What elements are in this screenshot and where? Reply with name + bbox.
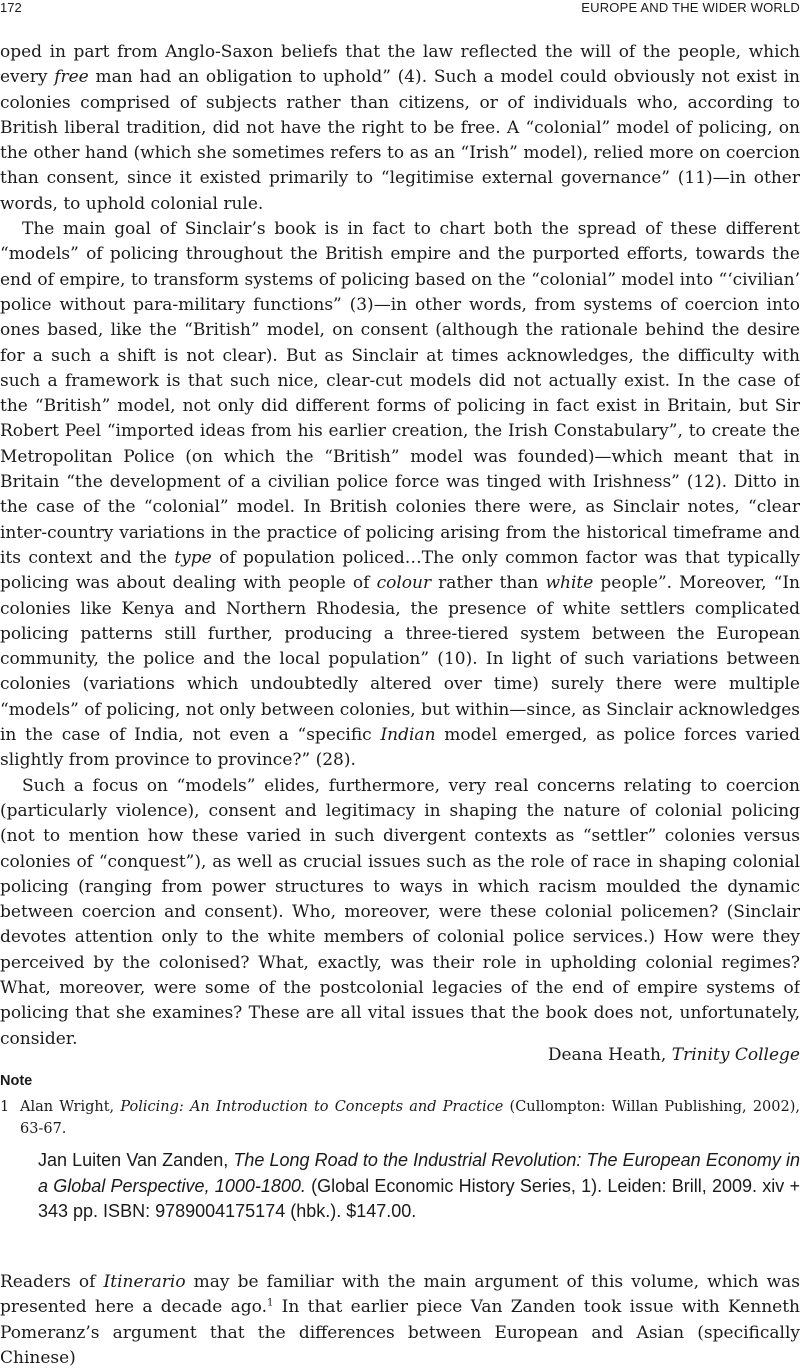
notes-heading: Note	[0, 1073, 33, 1089]
note-item: 1 Alan Wright, Policing: An Introduction to Concepts and Practice (Cullompton: Willan Publishing, 2002), 63-67.	[0, 1096, 800, 1140]
book-details: (Global Economic History Series, 1). Leiden: Brill, 2009. xiv + 343 pp. ISBN: 9789004175174 (hbk.). $147.00.	[38, 1175, 800, 1221]
paragraph-3: Such a focus on “models” elides, furthermore, very real concerns relating to coercion (particularly violence), consent and legitimacy in shaping the nature of colonial policing (not to mention how these varied in such divergent contexts as “settler” colonies versus colonies of “conquest”), as well as crucial issues such as the role of race in shaping colonial policing (ranging from power structures to ways in which racism moulded the dynamic between coercion and consent). Who, moreover, were these colonial policemen? (Sinclair devotes attention only to the white members of colonial police services.) How were they perceived by the colonised? What, exactly, was their role in upholding colonial regimes? What, moreover, were some of the postcolonial legacies of the end of empire systems of policing that she examines? These are all vital issues that the book does not, unfortunately, consider.	[0, 775, 800, 1049]
paragraph-2: The main goal of Sinclair’s book is in fact to chart both the spread of these different “models” of policing throughout the British empire and the purported efforts, towards the end of empire, to transform systems of policing based on the “colonial” model into “‘civilian’ police without para-military functions” (3)—in other words, from systems of coercion into ones based, like the “British” model, on consent (although the rationale behind the desire for a such a shift is not clear). But as Sinclair at times acknowledges, the difficulty with such a framework is that such nice, clear-cut models did not actually exist. In the case of the “British” model, not only did different forms of policing in fact exist in Britain, but Sir Robert Peel “imported ideas from his earlier creation, the Irish Constabulary”, to create the Metropolitan Police (on which the “British” model was founded)—which meant that in Britain “the development of a civilian police force was tinged with Irishness” (12). Ditto in the case of the “colonial” model. In British colonies there were, as Sinclair notes, “clear inter-country variations in the practice of policing arising from the historical timeframe and its context and the type of population policed…The only common factor was that typically policing was about dealing with people of colour rather than white people”. Moreover, “In colonies like Kenya and Northern Rhodesia, the presence of white settlers complicated policing patterns still further, producing a three-tiered system between the European community, the police and the local population” (10). In light of such variations between colonies (variations which undoubtedly altered over time) surely there were multiple “models” of policing, not only between colonies, but within—since, as Sinclair acknowledges in the case of India, not even a “specific Indian model emerged, as police forces varied slightly from province to province?” (28).	[0, 219, 800, 771]
running-head-title: EUROPE AND THE WIDER WORLD	[581, 0, 800, 15]
footnote-reference[interactable]: 1	[267, 1297, 274, 1309]
reviewer-signature	[548, 1043, 800, 1068]
journal-name: Itinerario	[103, 1272, 186, 1292]
note-number: 1	[0, 1099, 10, 1115]
reviewer-name: Deana Heath,	[547, 1045, 672, 1065]
reviewer-affiliation: Trinity College	[671, 1045, 800, 1065]
review-body-continued	[0, 40, 800, 1052]
review-body	[0, 1270, 800, 1371]
running-header	[0, 0, 800, 20]
book-review-citation	[38, 1148, 800, 1225]
note-cited-title: Policing: An Introduction to Concepts and Practice	[120, 1099, 504, 1115]
paragraph-1: oped in part from Anglo-Saxon beliefs that the law reflected the will of the people, which every free man had an obligation to uphold” (4). Such a model could obviously not exist in colonies comprised of subjects rather than citizens, or of individuals who, according to British liberal tradition, did not have the right to be free. A “colonial” model of policing, on the other hand (which she sometimes refers to as an “Irish” model), relied more on coercion than consent, since it existed primarily to “legitimise external governance” (11)—in other words, to uphold colonial rule.	[0, 42, 800, 214]
book-author: Jan Luiten Van Zanden,	[38, 1150, 234, 1170]
review-paragraph-1: Readers of Itinerario may be familiar with the main argument of this volume, which was presented here a decade ago.$^1$ In that earlier piece Van Zanden took issue with Kenneth Pomeranz’s argument that the differences between European and Asian (specifically Chinese)	[0, 1272, 800, 1368]
page-number: 172	[0, 0, 22, 15]
book-title: The Long Road to the Industrial Revolution: The European Economy in a Global Perspective, 1000-1800.	[38, 1150, 800, 1196]
